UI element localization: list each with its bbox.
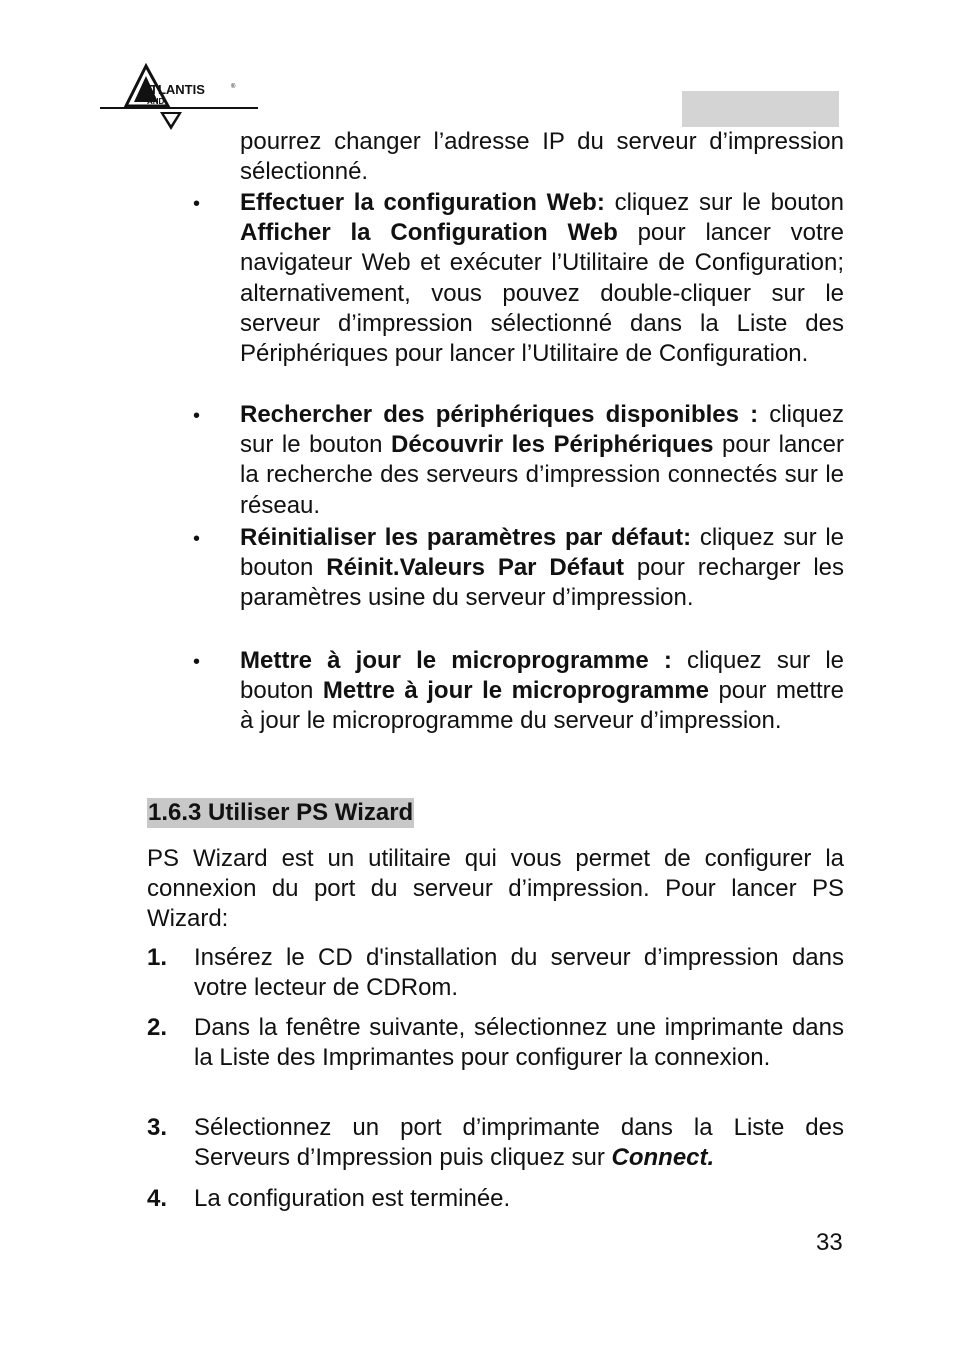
bullet-item-web-config: Effectuer la configuration Web: cliquez sur le bouton Afficher la Configuration Web pour lancer votre navigateur Web et exécuter l’Utilitaire de Configuration; alternativement, vous pouvez double-cliquer sur le serveur d’impression sélectionné dans la Liste des Périphériques pour lancer l’Utilitaire de Configuration. (240, 189, 844, 368)
page-number: 33 (816, 1229, 843, 1256)
atlantis-land-logo (100, 62, 260, 134)
step-number: 2. (147, 1014, 168, 1041)
header-gray-box (682, 91, 839, 127)
step-text: Insérez le CD d'installation du serveur d’impression dans votre lecteur de CDRom. (194, 944, 844, 1002)
bullet-icon: • (193, 193, 201, 215)
connect-emphasis: Connect. (611, 1144, 715, 1172)
bullet-icon: • (193, 405, 201, 427)
bullet-item-firmware: Mettre à jour le microprogramme : cliquez sur le bouton Mettre à jour le microprogramme pour mettre à jour le microprogramme du serveur d’impression. (240, 647, 845, 735)
bullet-item-discover: Rechercher des périphériques disponibles : cliquez sur le bouton Découvrir les Périphériques pour lancer la recherche des serveurs d’impression connectés sur le réseau. (240, 401, 844, 519)
bullet-icon: • (193, 651, 201, 673)
step-number: 1. (147, 944, 168, 971)
intro-paragraph: PS Wizard est un utilitaire qui vous permet de configurer la connexion du port du serveur d’impression. Pour lancer PS Wizard: (147, 845, 844, 933)
bullet-item-reset: Réinitialiser les paramètres par défaut: cliquez sur le bouton Réinit.Valeurs Par Défaut pour recharger les paramètres usine du serveur d’impression. (240, 524, 845, 612)
continuation-paragraph: pourrez changer l’adresse IP du serveur d’impression sélectionné. (240, 128, 844, 186)
step-number: 3. (147, 1114, 168, 1141)
section-heading: 1.6.3 Utiliser PS Wizard (148, 799, 414, 826)
logo-text: TLANTIS (150, 82, 205, 97)
svg-text:®: ® (231, 84, 236, 90)
step-number: 4. (147, 1185, 168, 1212)
step-text-connect: Sélectionnez un port d’imprimante dans la Liste des Serveurs d’Impression puis cliquez sur Connect. (194, 1114, 844, 1172)
svg-text:AND: AND (147, 97, 165, 106)
step-text: La configuration est terminée. (194, 1185, 511, 1212)
step-text: Dans la fenêtre suivante, sélectionnez une imprimante dans la Liste des Imprimantes pour configurer la connexion. (194, 1014, 844, 1072)
bullet-icon: • (193, 528, 201, 550)
